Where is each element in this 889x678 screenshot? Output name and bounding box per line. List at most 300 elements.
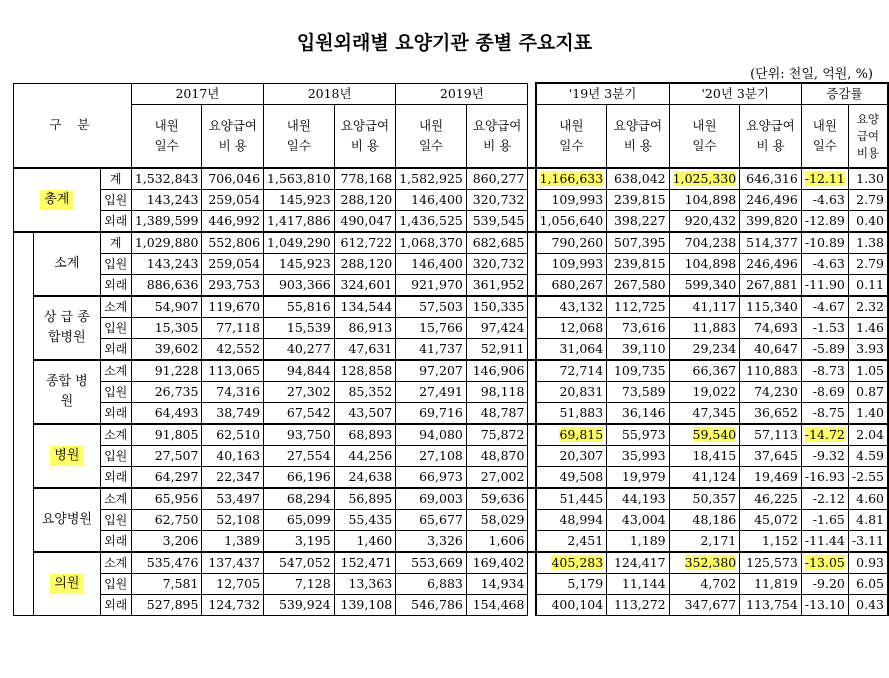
group-label — [34, 424, 100, 488]
header-change-visit-days-2: 일수 — [812, 138, 837, 153]
value-cell — [466, 595, 528, 616]
value-cell — [334, 190, 396, 211]
value-cell — [801, 275, 848, 297]
value-cell — [334, 424, 396, 446]
value-text: 18,415 — [692, 448, 737, 463]
value-text: 903,366 — [278, 277, 331, 292]
header-period: 2017년 — [131, 83, 263, 105]
value-text: -11.90 — [804, 277, 845, 292]
value-cell — [801, 190, 848, 211]
value-cell — [536, 467, 607, 489]
value-text: 93,750 — [286, 427, 331, 442]
gap-cell — [528, 382, 536, 403]
value-cell — [396, 552, 467, 574]
value-cell — [848, 467, 888, 489]
value-cell — [669, 254, 740, 275]
value-cell — [801, 296, 848, 318]
header-visit-days-2: 일수 — [286, 138, 311, 153]
value-text: 1,389,599 — [134, 213, 199, 228]
value-cell — [740, 254, 802, 275]
value-text: 3,195 — [294, 533, 331, 548]
value-text: 682,685 — [472, 235, 525, 250]
value-text: 115,340 — [746, 299, 798, 314]
value-text: 288,120 — [340, 192, 393, 207]
header-benefit-cost-1: 요양급여 — [746, 118, 795, 133]
value-cell — [669, 446, 740, 467]
value-cell — [848, 232, 888, 254]
value-text: 109,993 — [551, 192, 604, 207]
value-cell — [264, 296, 335, 318]
group-label-text: 요양병원 — [41, 512, 92, 527]
value-cell — [131, 403, 202, 425]
value-text: 38,749 — [216, 405, 261, 420]
value-cell — [607, 403, 669, 425]
group-label-text: 소계 — [54, 256, 80, 271]
value-text: 1,025,330 — [672, 171, 737, 186]
value-text: -13.10 — [804, 597, 845, 612]
value-text: 57,113 — [754, 427, 798, 442]
value-cell — [264, 190, 335, 211]
value-text: 48,994 — [559, 512, 604, 527]
header-visit-days — [536, 105, 607, 169]
value-cell — [396, 254, 467, 275]
value-cell — [131, 446, 202, 467]
header-benefit-cost-2: 비 용 — [623, 138, 652, 153]
gap-cell — [528, 275, 536, 297]
value-text: 66,196 — [286, 469, 331, 484]
value-cell — [334, 360, 396, 382]
value-text: 36,146 — [621, 405, 666, 420]
header-benefit-cost-2: 비 용 — [483, 138, 512, 153]
value-cell — [202, 595, 264, 616]
value-cell — [334, 232, 396, 254]
row-type: 소계 — [100, 488, 131, 510]
gap-cell — [528, 168, 536, 190]
value-text: 3.93 — [856, 341, 884, 356]
value-text: 13,363 — [348, 576, 393, 591]
value-text: 1,460 — [356, 533, 393, 548]
value-cell — [466, 232, 528, 254]
value-cell — [202, 232, 264, 254]
value-cell — [466, 318, 528, 339]
value-text: 1,056,640 — [539, 213, 604, 228]
value-cell — [396, 232, 467, 254]
value-text: 146,400 — [411, 192, 463, 207]
value-cell — [740, 531, 802, 553]
value-text: 399,820 — [746, 213, 798, 228]
value-text: 26,735 — [154, 384, 199, 399]
value-text: 1,152 — [762, 533, 798, 548]
value-cell — [131, 382, 202, 403]
group-label — [34, 552, 100, 616]
value-cell — [848, 339, 888, 361]
value-text: 398,227 — [613, 213, 666, 228]
value-cell — [740, 318, 802, 339]
value-text: 55,973 — [621, 427, 666, 442]
value-text: 1.40 — [856, 405, 884, 420]
gap-cell — [528, 424, 536, 446]
value-text: 320,732 — [472, 256, 525, 271]
value-cell — [131, 254, 202, 275]
value-cell — [669, 403, 740, 425]
value-cell — [848, 254, 888, 275]
value-text: 1,389 — [224, 533, 261, 548]
value-cell — [536, 190, 607, 211]
value-cell — [848, 403, 888, 425]
value-cell — [607, 360, 669, 382]
value-cell — [848, 275, 888, 297]
gap-cell — [528, 488, 536, 510]
header-period: 2018년 — [264, 83, 396, 105]
value-text: 56,895 — [348, 491, 393, 506]
value-text: 73,589 — [621, 384, 666, 399]
row-type: 외래 — [100, 211, 131, 233]
group-label-text: 상 급 종합병원 — [43, 310, 90, 345]
value-cell — [740, 467, 802, 489]
value-text: -4.67 — [812, 299, 845, 314]
value-cell — [334, 531, 396, 553]
value-text: 154,468 — [472, 597, 525, 612]
value-cell — [131, 232, 202, 254]
value-text: 1,049,290 — [267, 235, 331, 250]
value-cell — [536, 531, 607, 553]
value-text: 1,563,810 — [267, 171, 331, 186]
value-text: 1.30 — [856, 171, 884, 186]
value-text: 94,080 — [419, 427, 463, 442]
row-type: 입원 — [100, 574, 131, 595]
value-cell — [131, 424, 202, 446]
value-text: -8.69 — [812, 384, 845, 399]
value-text: 146,400 — [411, 256, 463, 271]
value-text: 143,243 — [146, 192, 199, 207]
value-cell — [396, 446, 467, 467]
value-text: 67,542 — [286, 405, 331, 420]
value-text: 64,297 — [154, 469, 199, 484]
header-visit-days-1: 내원 — [286, 118, 311, 133]
header-benefit-cost-1: 요양급여 — [340, 118, 390, 133]
value-cell — [607, 296, 669, 318]
value-text: 104,898 — [684, 192, 737, 207]
value-cell — [801, 446, 848, 467]
value-cell — [202, 488, 264, 510]
value-cell — [801, 403, 848, 425]
table-row — [14, 531, 889, 553]
value-cell — [131, 488, 202, 510]
value-text: 41,117 — [692, 299, 737, 314]
value-cell — [466, 275, 528, 297]
value-text: 64,493 — [154, 405, 199, 420]
gap-cell — [528, 595, 536, 616]
value-text: 646,316 — [746, 171, 798, 186]
value-cell — [607, 275, 669, 297]
value-cell — [202, 424, 264, 446]
value-cell — [466, 168, 528, 190]
value-cell — [669, 510, 740, 531]
value-cell — [264, 211, 335, 233]
value-cell — [607, 446, 669, 467]
gap-cell — [528, 552, 536, 574]
value-text: -4.63 — [812, 192, 845, 207]
value-cell — [334, 552, 396, 574]
value-cell — [264, 168, 335, 190]
value-cell — [264, 446, 335, 467]
row-type: 입원 — [100, 382, 131, 403]
value-cell — [848, 360, 888, 382]
header-visit-days-2: 일수 — [418, 138, 444, 153]
value-text: 2,171 — [700, 533, 737, 548]
value-text: 19,469 — [754, 469, 798, 484]
header-period: 증감률 — [801, 83, 888, 105]
value-text: 1,029,880 — [134, 235, 199, 250]
value-text: 790,260 — [551, 235, 604, 250]
value-text: 143,243 — [146, 256, 199, 271]
value-text: -12.89 — [804, 213, 845, 228]
table-row — [14, 296, 889, 318]
value-cell — [334, 382, 396, 403]
value-text: 137,437 — [208, 555, 261, 570]
value-cell — [264, 254, 335, 275]
value-cell — [848, 296, 888, 318]
value-cell — [396, 574, 467, 595]
value-cell — [607, 168, 669, 190]
value-cell — [131, 595, 202, 616]
value-text: 0.93 — [856, 555, 884, 570]
value-text: 65,956 — [154, 491, 199, 506]
value-text: 1.05 — [856, 363, 884, 378]
value-text: 35,993 — [621, 448, 666, 463]
value-cell — [202, 382, 264, 403]
header-visit-days-2: 일수 — [559, 138, 584, 153]
value-text: 124,732 — [208, 597, 261, 612]
table-row — [14, 232, 889, 254]
gap-cell — [528, 360, 536, 382]
value-cell — [669, 382, 740, 403]
table-row — [14, 318, 889, 339]
value-cell — [202, 446, 264, 467]
value-cell — [202, 531, 264, 553]
header-benefit-cost — [740, 105, 802, 169]
value-cell — [131, 552, 202, 574]
value-cell — [202, 467, 264, 489]
gap-cell — [528, 339, 536, 361]
value-cell — [202, 296, 264, 318]
value-cell — [669, 168, 740, 190]
value-text: 40,277 — [286, 341, 331, 356]
value-cell — [131, 318, 202, 339]
value-text: 50,357 — [692, 491, 737, 506]
header-benefit-cost — [202, 105, 264, 169]
value-text: 112,725 — [613, 299, 666, 314]
header-visit-days-1: 내원 — [692, 118, 717, 133]
value-text: 361,952 — [472, 277, 525, 292]
value-text: 11,883 — [692, 320, 737, 335]
value-text: 20,307 — [559, 448, 604, 463]
value-text: 490,047 — [340, 213, 393, 228]
header-visit-days-1: 내원 — [418, 118, 444, 133]
header-benefit-cost-2: 비 용 — [350, 138, 379, 153]
value-text: 62,510 — [216, 427, 261, 442]
value-text: 706,046 — [208, 171, 261, 186]
value-text: 12,705 — [216, 576, 261, 591]
row-type: 소계 — [100, 424, 131, 446]
value-cell — [740, 296, 802, 318]
value-cell — [607, 552, 669, 574]
value-cell — [466, 339, 528, 361]
value-text: -10.89 — [804, 235, 845, 250]
value-text: 246,496 — [746, 256, 798, 271]
value-text: 507,395 — [613, 235, 666, 250]
row-type: 입원 — [100, 190, 131, 211]
value-text: 0.11 — [856, 277, 884, 292]
value-text: -1.65 — [812, 512, 845, 527]
row-type: 외래 — [100, 403, 131, 425]
value-text: 2.04 — [856, 427, 884, 442]
value-text: 51,883 — [559, 405, 604, 420]
value-text: 19,979 — [621, 469, 666, 484]
value-text: 11,819 — [754, 576, 798, 591]
table-row — [14, 254, 889, 275]
value-text: 40,163 — [216, 448, 261, 463]
value-text: 11,144 — [621, 576, 666, 591]
value-cell — [801, 467, 848, 489]
value-cell — [740, 382, 802, 403]
value-cell — [801, 424, 848, 446]
value-cell — [264, 403, 335, 425]
value-text: 599,340 — [684, 277, 737, 292]
value-cell — [801, 531, 848, 553]
value-text: 53,497 — [216, 491, 261, 506]
value-text: 4.60 — [856, 491, 884, 506]
value-text: 27,491 — [419, 384, 463, 399]
value-text: 47,631 — [348, 341, 393, 356]
value-text: 41,737 — [419, 341, 463, 356]
header-benefit-cost — [466, 105, 528, 169]
header-visit-days — [669, 105, 740, 169]
value-text: 85,352 — [348, 384, 393, 399]
value-cell — [264, 552, 335, 574]
table-row — [14, 403, 889, 425]
value-cell — [466, 296, 528, 318]
header-visit-days-2: 일수 — [692, 138, 717, 153]
value-text: 77,118 — [216, 320, 261, 335]
value-text: 41,124 — [692, 469, 737, 484]
value-text: 2.79 — [856, 192, 884, 207]
header-group-label: 구 분 — [14, 83, 132, 168]
value-cell — [131, 168, 202, 190]
row-type: 계 — [100, 232, 131, 254]
value-cell — [536, 232, 607, 254]
value-cell — [801, 595, 848, 616]
value-cell — [334, 211, 396, 233]
value-text: 43,004 — [621, 512, 666, 527]
value-text: 54,907 — [154, 299, 199, 314]
value-text: 43,132 — [559, 299, 604, 314]
value-text: -11.44 — [804, 533, 845, 548]
value-cell — [669, 574, 740, 595]
gap-cell — [528, 190, 536, 211]
value-cell — [264, 467, 335, 489]
value-cell — [801, 254, 848, 275]
value-text: 514,377 — [746, 235, 798, 250]
value-cell — [264, 510, 335, 531]
value-cell — [202, 168, 264, 190]
value-text: 1,582,925 — [399, 171, 463, 186]
value-text: 15,305 — [154, 320, 199, 335]
value-text: 146,906 — [472, 363, 525, 378]
header-visit-days-1: 내원 — [154, 118, 179, 133]
value-text: 535,476 — [146, 555, 199, 570]
value-text: 74,693 — [754, 320, 798, 335]
value-text: 259,054 — [208, 256, 261, 271]
value-cell — [740, 403, 802, 425]
value-cell — [264, 360, 335, 382]
value-text: 97,424 — [480, 320, 525, 335]
value-text: -5.89 — [812, 341, 845, 356]
value-cell — [848, 531, 888, 553]
value-text: 73,616 — [621, 320, 666, 335]
value-text: 72,714 — [559, 363, 604, 378]
row-type: 계 — [100, 168, 131, 190]
value-cell — [466, 424, 528, 446]
value-cell — [202, 318, 264, 339]
value-cell — [396, 595, 467, 616]
row-type: 외래 — [100, 275, 131, 297]
value-text: 1,532,843 — [134, 171, 199, 186]
value-text: 1,606 — [488, 533, 525, 548]
value-text: 539,924 — [278, 597, 331, 612]
value-text: 69,815 — [559, 427, 604, 442]
value-cell — [396, 296, 467, 318]
value-text: 246,496 — [746, 192, 798, 207]
row-type: 외래 — [100, 467, 131, 489]
value-cell — [536, 488, 607, 510]
header-benefit-cost-1: 요양급여 — [472, 118, 522, 133]
value-cell — [202, 339, 264, 361]
row-type: 입원 — [100, 446, 131, 467]
header-benefit-cost — [334, 105, 396, 169]
value-cell — [264, 424, 335, 446]
value-text: 6.05 — [856, 576, 884, 591]
value-text: 239,815 — [613, 192, 666, 207]
value-cell — [801, 552, 848, 574]
value-text: 400,104 — [551, 597, 604, 612]
value-text: -2.12 — [812, 491, 845, 506]
value-cell — [801, 339, 848, 361]
value-text: 49,508 — [559, 469, 604, 484]
value-cell — [202, 510, 264, 531]
value-cell — [202, 552, 264, 574]
value-text: 0.87 — [856, 384, 884, 399]
value-cell — [202, 403, 264, 425]
value-cell — [801, 510, 848, 531]
value-text: -13.05 — [804, 555, 845, 570]
value-text: 39,602 — [154, 341, 199, 356]
value-cell — [740, 424, 802, 446]
value-text: 40,647 — [754, 341, 798, 356]
value-cell — [536, 360, 607, 382]
value-text: 1,068,370 — [399, 235, 463, 250]
value-cell — [536, 382, 607, 403]
value-cell — [607, 510, 669, 531]
value-cell — [536, 446, 607, 467]
page-title: 입원외래별 요양기관 종별 주요지표 — [296, 32, 593, 54]
table-row — [14, 339, 889, 361]
value-text: 14,934 — [480, 576, 525, 591]
value-cell — [466, 467, 528, 489]
value-cell — [536, 424, 607, 446]
gap-cell — [528, 296, 536, 318]
value-text: 2.32 — [856, 299, 884, 314]
